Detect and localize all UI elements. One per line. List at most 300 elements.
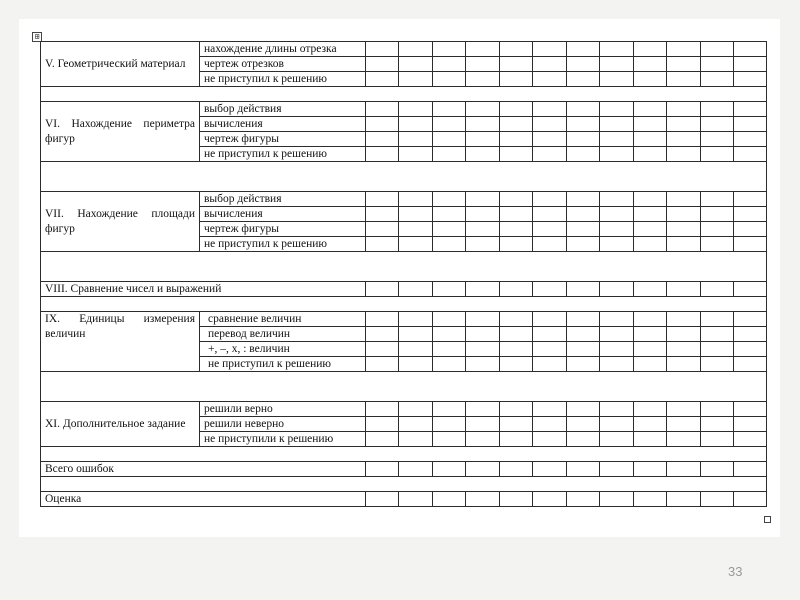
grid-cell xyxy=(433,432,466,447)
table-row xyxy=(41,492,767,507)
item-label: чертеж отрезков xyxy=(200,57,366,72)
grid-cell xyxy=(466,237,500,252)
grid-cell xyxy=(533,462,567,477)
grid-cell xyxy=(500,117,533,132)
grid-cell xyxy=(567,192,600,207)
spacer-row xyxy=(41,87,767,102)
grid-cell xyxy=(667,402,701,417)
grid-cell xyxy=(366,402,399,417)
grid-cell xyxy=(466,42,500,57)
grid-cell xyxy=(466,417,500,432)
item-label: перевод величин xyxy=(200,327,366,342)
grid-cell xyxy=(533,147,567,162)
grid-cell xyxy=(567,102,600,117)
table-resize-handle-icon[interactable] xyxy=(764,516,771,523)
grid-cell xyxy=(533,72,567,87)
grid-cell xyxy=(433,402,466,417)
grid-cell xyxy=(366,147,399,162)
grid-cell xyxy=(466,147,500,162)
grid-cell xyxy=(433,342,466,357)
grid-cell xyxy=(734,117,767,132)
grid-cell xyxy=(433,327,466,342)
grid-cell xyxy=(634,327,667,342)
grid-cell xyxy=(634,417,667,432)
grid-cell xyxy=(533,192,567,207)
grid-cell xyxy=(533,42,567,57)
grid-cell xyxy=(634,357,667,372)
section-title: IX. Единицы измерения величин xyxy=(41,312,200,372)
grid-cell xyxy=(366,207,399,222)
grid-cell xyxy=(567,72,600,87)
grid-cell xyxy=(399,207,433,222)
grid-cell xyxy=(533,132,567,147)
grid-cell xyxy=(366,312,399,327)
grid-cell xyxy=(634,237,667,252)
grid-cell xyxy=(500,237,533,252)
grid-cell xyxy=(466,57,500,72)
grid-cell xyxy=(433,237,466,252)
grid-cell xyxy=(667,342,701,357)
grid-cell xyxy=(500,222,533,237)
grid-cell xyxy=(399,147,433,162)
grid-cell xyxy=(667,432,701,447)
grid-cell xyxy=(600,492,634,507)
grid-cell xyxy=(567,237,600,252)
grid-cell xyxy=(667,222,701,237)
grid-cell xyxy=(533,222,567,237)
grid-cell xyxy=(500,57,533,72)
grid-cell xyxy=(500,42,533,57)
grid-cell xyxy=(533,357,567,372)
grid-cell xyxy=(701,417,734,432)
grid-cell xyxy=(399,402,433,417)
grid-cell xyxy=(500,327,533,342)
grid-cell xyxy=(399,222,433,237)
grid-cell xyxy=(667,42,701,57)
grid-cell xyxy=(701,237,734,252)
grid-cell xyxy=(667,57,701,72)
grid-cell xyxy=(600,207,634,222)
grid-cell xyxy=(500,192,533,207)
grid-cell xyxy=(433,357,466,372)
grid-cell xyxy=(701,132,734,147)
grid-cell xyxy=(399,312,433,327)
grid-cell xyxy=(567,312,600,327)
item-label: решили верно xyxy=(200,402,366,417)
item-label: +, –, х, : величин xyxy=(200,342,366,357)
grid-cell xyxy=(466,462,500,477)
grid-cell xyxy=(399,492,433,507)
grid-cell xyxy=(600,342,634,357)
grid-cell xyxy=(701,117,734,132)
grid-cell xyxy=(399,132,433,147)
grid-cell xyxy=(366,357,399,372)
grid-cell xyxy=(41,87,767,102)
grid-cell xyxy=(567,432,600,447)
section-title: VIII. Сравнение чисел и выражений xyxy=(41,282,366,297)
grid-cell xyxy=(466,282,500,297)
grid-cell xyxy=(600,357,634,372)
grid-cell xyxy=(466,207,500,222)
grid-cell xyxy=(600,222,634,237)
grid-cell xyxy=(366,222,399,237)
item-label: вычисления xyxy=(200,207,366,222)
grid-cell xyxy=(466,312,500,327)
grid-cell xyxy=(533,117,567,132)
grid-cell xyxy=(500,462,533,477)
grid-cell xyxy=(533,237,567,252)
grid-cell xyxy=(734,72,767,87)
grid-cell xyxy=(433,417,466,432)
grid-cell xyxy=(366,342,399,357)
grid-cell xyxy=(433,147,466,162)
grid-cell xyxy=(433,57,466,72)
grid-cell xyxy=(500,342,533,357)
grid-cell xyxy=(734,102,767,117)
grid-cell xyxy=(399,462,433,477)
item-label: не приступил к решению xyxy=(200,72,366,87)
spacer-row xyxy=(41,162,767,192)
grid-cell xyxy=(433,72,466,87)
section-title: VII. Нахождение площади фигур xyxy=(41,192,200,252)
table-row xyxy=(41,312,767,327)
item-label: не приступил к решению xyxy=(200,357,366,372)
spacer-row xyxy=(41,297,767,312)
grid-cell xyxy=(701,222,734,237)
section-title: VI. Нахождение периметра фигур xyxy=(41,102,200,162)
grid-cell xyxy=(399,342,433,357)
grid-cell xyxy=(701,207,734,222)
grid-cell xyxy=(734,432,767,447)
grid-cell xyxy=(466,402,500,417)
grid-cell xyxy=(466,117,500,132)
grid-cell xyxy=(399,102,433,117)
grid-cell xyxy=(734,42,767,57)
grid-cell xyxy=(466,327,500,342)
item-label: выбор действия xyxy=(200,192,366,207)
grid-cell xyxy=(533,492,567,507)
spacer-row xyxy=(41,447,767,462)
grid-cell xyxy=(399,417,433,432)
grid-cell xyxy=(634,117,667,132)
grid-cell xyxy=(567,117,600,132)
grid-cell xyxy=(41,477,767,492)
grid-cell xyxy=(734,147,767,162)
grid-cell xyxy=(634,492,667,507)
grid-cell xyxy=(600,402,634,417)
table-row xyxy=(41,282,767,297)
grid-cell xyxy=(366,282,399,297)
grid-cell xyxy=(567,42,600,57)
grid-cell xyxy=(667,282,701,297)
item-label: не приступили к решению xyxy=(200,432,366,447)
grid-cell xyxy=(567,417,600,432)
grid-cell xyxy=(366,57,399,72)
item-label: не приступил к решению xyxy=(200,147,366,162)
grid-cell xyxy=(701,327,734,342)
item-label: нахождение длины отрезка xyxy=(200,42,366,57)
grid-cell xyxy=(366,432,399,447)
grid-cell xyxy=(366,237,399,252)
grid-cell xyxy=(500,312,533,327)
grid-cell xyxy=(567,402,600,417)
grid-cell xyxy=(600,192,634,207)
item-label: чертеж фигуры xyxy=(200,222,366,237)
grid-cell xyxy=(466,132,500,147)
spacer-row xyxy=(41,252,767,282)
grid-cell xyxy=(667,72,701,87)
grid-cell xyxy=(466,192,500,207)
grid-cell xyxy=(500,432,533,447)
grid-cell xyxy=(366,102,399,117)
grid-cell xyxy=(433,102,466,117)
spacer-row xyxy=(41,372,767,402)
grid-cell xyxy=(634,132,667,147)
grid-cell xyxy=(399,282,433,297)
grid-cell xyxy=(533,207,567,222)
grid-cell xyxy=(500,402,533,417)
grid-cell xyxy=(701,102,734,117)
grid-cell xyxy=(734,342,767,357)
grid-cell xyxy=(701,147,734,162)
grid-cell xyxy=(533,342,567,357)
grid-cell xyxy=(634,72,667,87)
grid-cell xyxy=(366,462,399,477)
grid-cell xyxy=(734,312,767,327)
spacer-row xyxy=(41,477,767,492)
grid-cell xyxy=(667,492,701,507)
grid-cell xyxy=(366,192,399,207)
grid-cell xyxy=(399,192,433,207)
grid-cell xyxy=(701,492,734,507)
grid-cell xyxy=(466,492,500,507)
grid-cell xyxy=(500,282,533,297)
grid-cell xyxy=(600,147,634,162)
grid-cell xyxy=(734,222,767,237)
grid-cell xyxy=(366,42,399,57)
grid-cell xyxy=(399,57,433,72)
grid-cell xyxy=(701,282,734,297)
grid-cell xyxy=(634,432,667,447)
table-row xyxy=(41,462,767,477)
grid-cell xyxy=(734,327,767,342)
table-row xyxy=(41,402,767,417)
grid-cell xyxy=(41,372,767,402)
grid-cell xyxy=(433,492,466,507)
grid-cell xyxy=(466,222,500,237)
grid-cell xyxy=(567,132,600,147)
grid-cell xyxy=(466,342,500,357)
grid-cell xyxy=(533,432,567,447)
grid-cell xyxy=(567,222,600,237)
grid-cell xyxy=(567,327,600,342)
grid-cell xyxy=(734,192,767,207)
item-label: чертеж фигуры xyxy=(200,132,366,147)
grid-cell xyxy=(500,207,533,222)
grid-cell xyxy=(667,357,701,372)
grid-cell xyxy=(433,132,466,147)
grid-cell xyxy=(734,282,767,297)
grid-cell xyxy=(600,237,634,252)
grid-cell xyxy=(433,117,466,132)
grid-cell xyxy=(600,42,634,57)
grid-cell xyxy=(500,72,533,87)
grid-cell xyxy=(366,117,399,132)
table-row xyxy=(41,102,767,117)
grid-cell xyxy=(667,312,701,327)
grid-cell xyxy=(600,417,634,432)
grid-cell xyxy=(600,72,634,87)
grid-cell xyxy=(366,132,399,147)
grid-cell xyxy=(600,432,634,447)
grid-cell xyxy=(667,207,701,222)
grid-cell xyxy=(533,417,567,432)
grid-cell xyxy=(667,417,701,432)
grid-cell xyxy=(600,132,634,147)
grid-cell xyxy=(433,282,466,297)
grid-cell xyxy=(634,222,667,237)
table-move-handle-icon[interactable]: ⊞ xyxy=(32,32,42,42)
grid-cell xyxy=(701,42,734,57)
grid-cell xyxy=(433,192,466,207)
grid-cell xyxy=(634,147,667,162)
grid-cell xyxy=(701,312,734,327)
grid-cell xyxy=(701,357,734,372)
grid-cell xyxy=(466,432,500,447)
item-label: сравнение величин xyxy=(200,312,366,327)
table-row xyxy=(41,192,767,207)
total-errors-label: Всего ошибок xyxy=(41,462,366,477)
grid-cell xyxy=(399,42,433,57)
grid-cell xyxy=(567,462,600,477)
grid-cell xyxy=(533,327,567,342)
grid-cell xyxy=(399,432,433,447)
grid-cell xyxy=(433,222,466,237)
item-label: вычисления xyxy=(200,117,366,132)
grid-cell xyxy=(600,102,634,117)
grid-cell xyxy=(567,147,600,162)
grid-cell xyxy=(701,72,734,87)
grid-cell xyxy=(533,102,567,117)
grid-cell xyxy=(600,462,634,477)
grid-cell xyxy=(567,342,600,357)
grid-cell xyxy=(600,282,634,297)
grid-cell xyxy=(634,192,667,207)
grid-cell xyxy=(567,492,600,507)
grid-cell xyxy=(634,282,667,297)
grid-cell xyxy=(399,357,433,372)
grid-cell xyxy=(634,402,667,417)
grid-cell xyxy=(600,312,634,327)
grid-cell xyxy=(667,132,701,147)
grid-cell xyxy=(399,117,433,132)
table-row xyxy=(41,42,767,57)
grid-cell xyxy=(634,312,667,327)
grid-cell xyxy=(433,462,466,477)
grid-cell xyxy=(567,57,600,72)
grid-cell xyxy=(500,417,533,432)
grid-cell xyxy=(701,462,734,477)
grid-cell xyxy=(500,102,533,117)
grid-cell xyxy=(734,417,767,432)
grid-cell xyxy=(600,327,634,342)
grid-cell xyxy=(701,342,734,357)
grid-cell xyxy=(533,57,567,72)
grid-cell xyxy=(634,207,667,222)
grid-cell xyxy=(734,402,767,417)
grid-cell xyxy=(366,327,399,342)
grid-cell xyxy=(433,42,466,57)
grid-cell xyxy=(567,282,600,297)
grid-cell xyxy=(600,117,634,132)
error-analysis-table xyxy=(40,41,767,507)
grid-cell xyxy=(533,282,567,297)
slide-number: 33 xyxy=(728,564,743,579)
grid-cell xyxy=(667,192,701,207)
grid-cell xyxy=(734,237,767,252)
grade-label: Оценка xyxy=(41,492,366,507)
section-title: V. Геометрический материал xyxy=(41,42,200,87)
grid-cell xyxy=(734,57,767,72)
grid-cell xyxy=(366,417,399,432)
grid-cell xyxy=(500,492,533,507)
grid-cell xyxy=(500,132,533,147)
grid-cell xyxy=(41,252,767,282)
grid-cell xyxy=(734,492,767,507)
grid-cell xyxy=(41,297,767,312)
grid-cell xyxy=(734,357,767,372)
grid-cell xyxy=(667,117,701,132)
grid-cell xyxy=(567,357,600,372)
grid-cell xyxy=(399,327,433,342)
grid-cell xyxy=(701,432,734,447)
item-label: решили неверно xyxy=(200,417,366,432)
grid-cell xyxy=(500,357,533,372)
grid-cell xyxy=(399,72,433,87)
grid-cell xyxy=(466,102,500,117)
grid-cell xyxy=(41,447,767,462)
grid-cell xyxy=(667,102,701,117)
grid-cell xyxy=(533,312,567,327)
grid-cell xyxy=(667,462,701,477)
grid-cell xyxy=(366,72,399,87)
grid-cell xyxy=(433,207,466,222)
grid-cell xyxy=(734,207,767,222)
grid-cell xyxy=(567,207,600,222)
grid-cell xyxy=(466,357,500,372)
grid-cell xyxy=(667,327,701,342)
grid-cell xyxy=(41,162,767,192)
grid-cell xyxy=(366,492,399,507)
item-label: не приступил к решению xyxy=(200,237,366,252)
grid-cell xyxy=(634,57,667,72)
grid-cell xyxy=(634,42,667,57)
grid-cell xyxy=(634,102,667,117)
section-title: XI. Дополнительное задание xyxy=(41,402,200,447)
grid-cell xyxy=(533,402,567,417)
grid-cell xyxy=(667,147,701,162)
grid-cell xyxy=(600,57,634,72)
grid-cell xyxy=(399,237,433,252)
grid-cell xyxy=(466,72,500,87)
grid-cell xyxy=(701,402,734,417)
grid-cell xyxy=(701,57,734,72)
grid-cell xyxy=(734,462,767,477)
grid-cell xyxy=(667,237,701,252)
item-label: выбор действия xyxy=(200,102,366,117)
grid-cell xyxy=(701,192,734,207)
grid-cell xyxy=(734,132,767,147)
